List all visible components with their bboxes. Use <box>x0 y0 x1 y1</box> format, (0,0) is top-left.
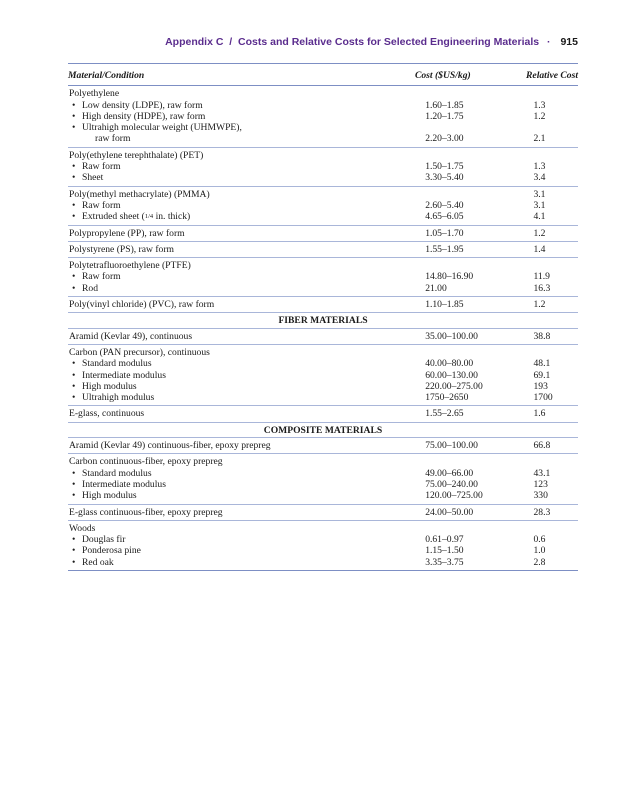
material-subitem <box>69 545 383 556</box>
material-subitem <box>69 271 383 282</box>
relative-cost-value: 1.2 <box>533 227 546 239</box>
cost-cell <box>384 344 501 405</box>
relative-cost-value: 2.8 <box>533 556 546 568</box>
cost-value: 1.20–1.75 <box>425 110 464 122</box>
cost-cell <box>384 225 501 241</box>
relative-cost-value: 1.3 <box>533 99 546 111</box>
material-name <box>69 244 383 255</box>
relative-cost-cell <box>501 406 578 422</box>
material-name <box>69 299 383 310</box>
material-text: Rod <box>82 282 98 294</box>
relative-cost-cell <box>501 147 578 186</box>
relative-cost-value: 193 <box>533 380 548 392</box>
material-subitem <box>69 100 383 111</box>
relative-cost-value: 2.1 <box>533 133 546 145</box>
material-text: Woods <box>69 522 96 534</box>
cost-value: 1.55–1.95 <box>425 243 464 255</box>
table-row <box>68 297 578 313</box>
section-heading: COMPOSITE MATERIALS <box>68 422 578 437</box>
material-text: Standard modulus <box>82 467 152 479</box>
material-text: Poly(ethylene terephthalate) (PET) <box>69 149 204 161</box>
material-name <box>69 440 383 451</box>
cost-value: 1750–2650 <box>425 392 469 404</box>
cost-value <box>425 523 500 534</box>
relative-cost-value: 1.0 <box>533 545 546 557</box>
relative-cost-cell <box>501 225 578 241</box>
material-subitem <box>69 490 383 501</box>
material-subitem <box>69 358 383 369</box>
cost-value <box>425 122 500 133</box>
section-heading-row <box>68 422 578 437</box>
material-cell <box>68 504 384 520</box>
material-text: Poly(methyl methacrylate) (PMMA) <box>69 188 210 200</box>
material-text: Polytetrafluoroethylene (PTFE) <box>69 260 191 272</box>
material-name <box>69 347 383 358</box>
material-subitem <box>69 200 383 211</box>
material-subitem <box>69 392 383 403</box>
header-bullet: · <box>547 36 551 48</box>
relative-cost-value: 330 <box>533 490 548 502</box>
cost-cell <box>384 86 501 147</box>
relative-cost-value: 4.1 <box>533 211 546 223</box>
relative-cost-value: 3.4 <box>533 172 546 184</box>
material-subitem <box>69 381 383 392</box>
material-cell <box>68 406 384 422</box>
cost-value: 2.20–3.00 <box>425 133 464 145</box>
material-text: Douglas fir <box>82 534 126 546</box>
material-text: High density (HDPE), raw form <box>82 110 206 122</box>
material-subitem <box>69 211 383 222</box>
material-cell <box>68 297 384 313</box>
material-text: Ultrahigh modulus <box>82 392 155 404</box>
relative-cost-cell <box>501 297 578 313</box>
relative-cost-cell <box>501 258 578 297</box>
table-row <box>68 406 578 422</box>
cost-value <box>425 347 500 358</box>
relative-cost-value: 1700 <box>533 392 553 404</box>
material-text: raw form <box>95 133 131 145</box>
table-header-row <box>68 64 578 86</box>
material-subitem <box>69 479 383 490</box>
material-text: Ultrahigh molecular weight (UHMWPE), <box>82 122 242 134</box>
relative-cost-cell <box>501 520 578 570</box>
cost-table-container <box>68 63 578 571</box>
material-subitem <box>69 161 383 172</box>
cost-cell <box>384 504 501 520</box>
material-cell <box>68 86 384 147</box>
cost-value: 0.61–0.97 <box>425 534 464 546</box>
cost-cell <box>384 258 501 297</box>
material-subitem <box>69 172 383 183</box>
cost-cell <box>384 438 501 454</box>
material-subitem <box>69 534 383 545</box>
relative-cost-value: 69.1 <box>533 369 551 381</box>
cost-value: 14.80–16.90 <box>425 271 474 283</box>
cost-value: 40.00–80.00 <box>425 358 474 370</box>
relative-cost-value: 1.2 <box>533 299 546 311</box>
cost-value: 21.00 <box>425 282 447 294</box>
page-header <box>60 36 578 54</box>
material-subitem <box>69 111 383 122</box>
cost-value <box>425 88 500 99</box>
material-cell <box>68 258 384 297</box>
section-heading: FIBER MATERIALS <box>68 313 578 328</box>
material-cell <box>68 241 384 257</box>
material-subitem <box>69 283 383 294</box>
relative-cost-value <box>533 88 577 99</box>
relative-cost-cell <box>501 186 578 225</box>
column-header-material: Material/Condition <box>68 64 384 86</box>
section-heading-row <box>68 313 578 328</box>
material-text: Red oak <box>82 556 114 568</box>
cost-value: 1.50–1.75 <box>425 161 464 173</box>
material-text: High modulus <box>82 380 137 392</box>
relative-cost-value <box>533 260 577 271</box>
cost-cell <box>384 328 501 344</box>
table-row <box>68 344 578 405</box>
cost-cell <box>384 241 501 257</box>
relative-cost-value <box>533 122 577 133</box>
relative-cost-value: 11.9 <box>533 271 550 283</box>
cost-value: 4.65–6.05 <box>425 211 464 223</box>
material-subitem <box>69 557 383 568</box>
material-text: Carbon continuous-fiber, epoxy prepreg <box>69 456 223 468</box>
material-subitem <box>69 122 383 133</box>
material-name <box>69 523 383 534</box>
material-text: Raw form <box>82 161 121 173</box>
relative-cost-value: 43.1 <box>533 467 551 479</box>
cost-cell <box>384 520 501 570</box>
material-subitem <box>69 370 383 381</box>
table-row <box>68 147 578 186</box>
relative-cost-value: 48.1 <box>533 358 551 370</box>
thickness-fraction: 1/4 <box>144 213 154 221</box>
table-row <box>68 86 578 147</box>
relative-cost-value: 1.2 <box>533 110 546 122</box>
relative-cost-value: 0.6 <box>533 534 546 546</box>
cost-value: 24.00–50.00 <box>425 506 474 518</box>
material-cell <box>68 186 384 225</box>
relative-cost-cell <box>501 328 578 344</box>
material-cell <box>68 328 384 344</box>
material-text-suffix: in. thick) <box>153 211 191 223</box>
material-name <box>69 133 383 144</box>
cost-value: 49.00–66.00 <box>425 467 474 479</box>
cost-value <box>425 260 500 271</box>
material-name <box>69 228 383 239</box>
material-text: Poly(vinyl chloride) (PVC), raw form <box>69 299 215 311</box>
relative-cost-cell <box>501 344 578 405</box>
material-cell <box>68 454 384 504</box>
cost-table <box>68 63 578 571</box>
material-text: Sheet <box>82 172 104 184</box>
cost-value: 75.00–100.00 <box>425 440 478 452</box>
appendix-title: Costs and Relative Costs for Selected Engineering Materials <box>238 36 540 48</box>
table-row <box>68 186 578 225</box>
header-separator: / <box>229 36 233 48</box>
material-name <box>69 507 383 518</box>
relative-cost-cell <box>501 86 578 147</box>
material-text: Intermediate modulus <box>82 478 166 490</box>
cost-value: 120.00–725.00 <box>425 490 483 502</box>
cost-cell <box>384 454 501 504</box>
material-name <box>69 260 383 271</box>
material-text: Extruded sheet ( <box>82 211 145 223</box>
cost-value: 1.55–2.65 <box>425 408 464 420</box>
cost-value: 1.10–1.85 <box>425 299 464 311</box>
cost-value <box>425 150 500 161</box>
material-text: Polypropylene (PP), raw form <box>69 227 185 239</box>
table-row <box>68 258 578 297</box>
material-subitem <box>69 468 383 479</box>
relative-cost-value <box>533 347 577 358</box>
relative-cost-value: 16.3 <box>533 282 551 294</box>
cost-value: 60.00–130.00 <box>425 369 478 381</box>
material-text: Intermediate modulus <box>82 369 166 381</box>
cost-value: 2.60–5.40 <box>425 199 464 211</box>
relative-cost-value: 38.8 <box>533 330 551 342</box>
column-header-cost: Cost ($US/kg) <box>384 64 501 86</box>
material-text: Polyethylene <box>69 88 120 100</box>
table-row <box>68 504 578 520</box>
cost-value <box>425 456 500 467</box>
relative-cost-value <box>533 150 577 161</box>
cost-cell <box>384 147 501 186</box>
table-row <box>68 225 578 241</box>
cost-value: 1.15–1.50 <box>425 545 464 557</box>
relative-cost-cell <box>501 504 578 520</box>
material-text: Standard modulus <box>82 358 152 370</box>
table-body <box>68 86 578 571</box>
cost-value: 75.00–240.00 <box>425 478 478 490</box>
cost-cell <box>384 406 501 422</box>
material-cell <box>68 344 384 405</box>
table-row <box>68 328 578 344</box>
material-text: E-glass, continuous <box>69 408 145 420</box>
cost-value: 220.00–275.00 <box>425 380 483 392</box>
relative-cost-cell <box>501 454 578 504</box>
relative-cost-cell <box>501 438 578 454</box>
cost-value: 35.00–100.00 <box>425 330 478 342</box>
cost-cell <box>384 186 501 225</box>
relative-cost-value: 3.1 <box>533 199 546 211</box>
material-cell <box>68 520 384 570</box>
material-text: Raw form <box>82 199 121 211</box>
material-cell <box>68 438 384 454</box>
table-row <box>68 520 578 570</box>
material-name <box>69 331 383 342</box>
appendix-label: Appendix C <box>165 36 224 48</box>
table-row <box>68 241 578 257</box>
relative-cost-value <box>533 456 577 467</box>
cost-value <box>425 189 500 200</box>
material-text: Low density (LDPE), raw form <box>82 99 203 111</box>
material-text: Aramid (Kevlar 49), continuous <box>69 330 193 342</box>
material-name <box>69 189 383 200</box>
relative-cost-value: 3.1 <box>533 188 546 200</box>
cost-value: 3.35–3.75 <box>425 556 464 568</box>
relative-cost-value: 1.3 <box>533 161 546 173</box>
material-name <box>69 456 383 467</box>
material-text: Ponderosa pine <box>82 545 141 557</box>
material-name <box>69 88 383 99</box>
table-row <box>68 438 578 454</box>
cost-value: 1.05–1.70 <box>425 227 464 239</box>
relative-cost-value: 1.6 <box>533 408 546 420</box>
table-row <box>68 454 578 504</box>
material-text: E-glass continuous-fiber, epoxy prepreg <box>69 506 223 518</box>
material-name <box>69 150 383 161</box>
material-text: Carbon (PAN precursor), continuous <box>69 346 210 358</box>
material-cell <box>68 225 384 241</box>
cost-cell <box>384 297 501 313</box>
cost-value: 1.60–1.85 <box>425 99 464 111</box>
relative-cost-cell <box>501 241 578 257</box>
relative-cost-value: 123 <box>533 478 548 490</box>
material-cell <box>68 147 384 186</box>
cost-value: 3.30–5.40 <box>425 172 464 184</box>
relative-cost-value <box>533 523 577 534</box>
material-text: Raw form <box>82 271 121 283</box>
material-name <box>69 408 383 419</box>
column-header-relative-cost: Relative Cost <box>501 64 578 86</box>
material-text: Polystyrene (PS), raw form <box>69 243 174 255</box>
material-text: Aramid (Kevlar 49) continuous-fiber, epoxy prepreg <box>69 440 271 452</box>
relative-cost-value: 28.3 <box>533 506 551 518</box>
relative-cost-value: 1.4 <box>533 243 546 255</box>
page-number: 915 <box>560 36 578 48</box>
material-text: High modulus <box>82 490 137 502</box>
relative-cost-value: 66.8 <box>533 440 551 452</box>
